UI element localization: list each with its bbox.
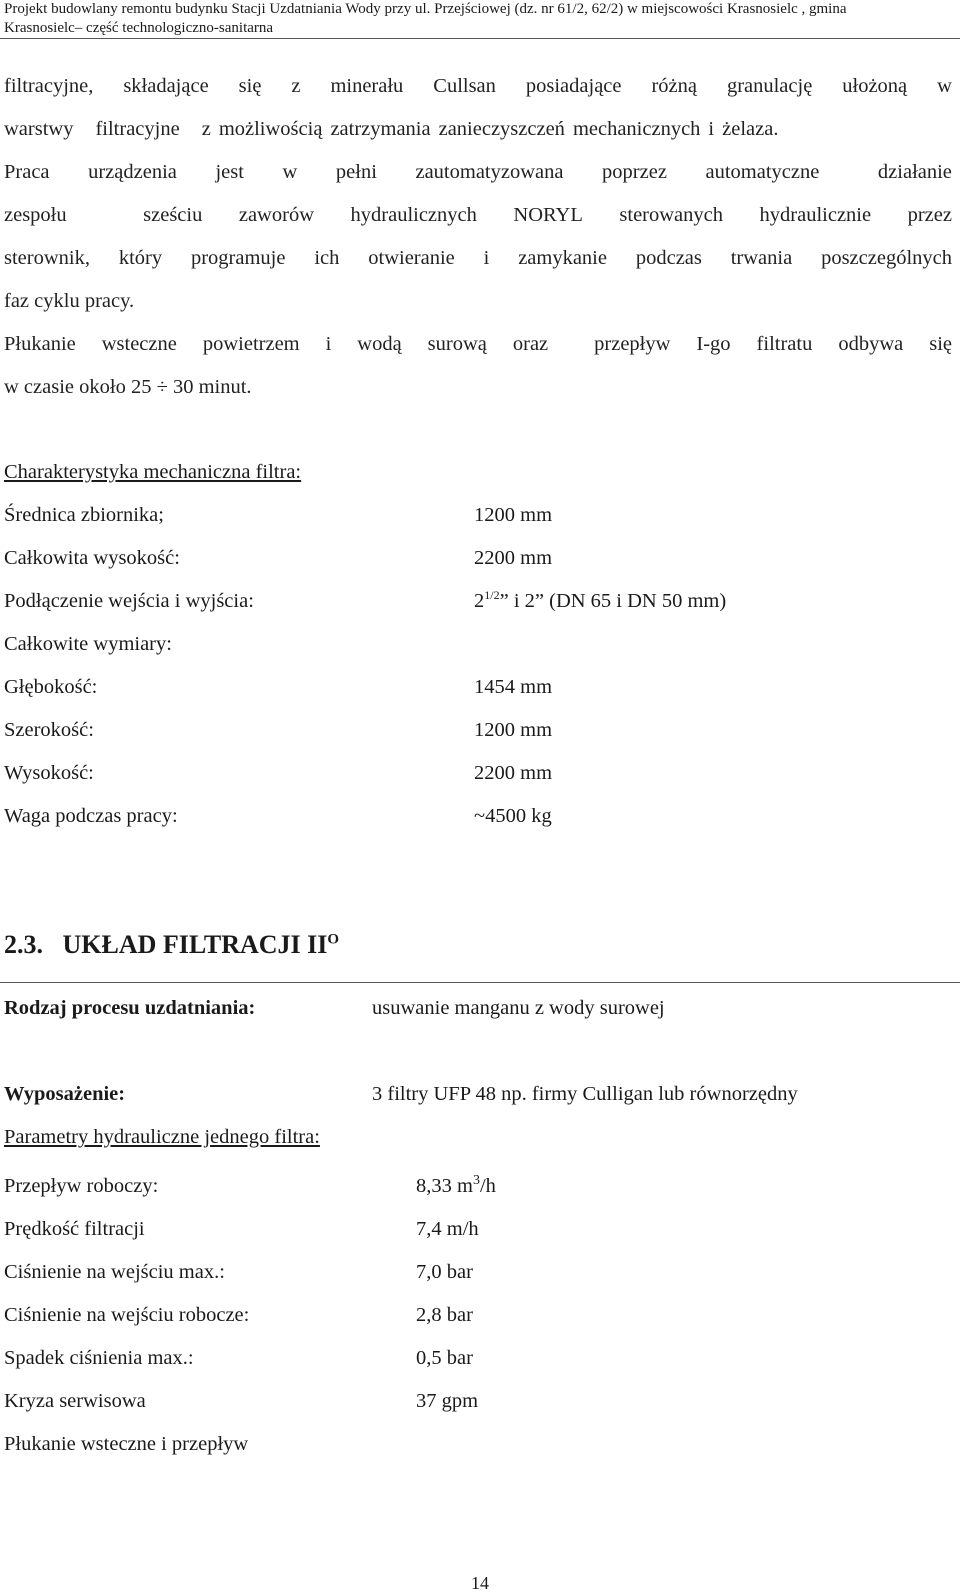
mech-label: Całkowita wysokość:: [4, 547, 180, 569]
hydraulic-label: Kryza serwisowa: [4, 1390, 146, 1412]
mech-label: Całkowite wymiary:: [4, 633, 172, 655]
process-value: usuwanie manganu z wody surowej: [372, 997, 665, 1019]
hydraulic-label: Płukanie wsteczne i przepływ: [4, 1433, 249, 1455]
hydraulic-label: Prędkość filtracji: [4, 1218, 145, 1240]
mech-value: 1454 mm: [474, 676, 553, 698]
equipment-value: 3 filtry UFP 48 np. firmy Culligan lub równorzędny: [372, 1083, 798, 1105]
mech-label: Waga podczas pracy:: [4, 805, 178, 827]
hydraulic-label: Spadek ciśnienia max.:: [4, 1347, 194, 1369]
hydraulic-label: Przepływ roboczy:: [4, 1175, 159, 1197]
intro-line: warstwy filtracyjne z możliwością zatrzymania zanieczyszczeń mechanicznych i żelaza.: [4, 118, 779, 140]
header-line-1: Projekt budowlany remontu budynku Stacji Uzdatniania Wody przy ul. Przejściowej (dz. nr 61/2, 62/2) w miejscowości Krasnosielc , gmina: [4, 1, 847, 17]
section-heading: 2.3. UKŁAD FILTRACJI $II^O$: [4, 930, 340, 959]
process-label: Rodzaj procesu uzdatniania:: [4, 997, 256, 1019]
mech-label: Wysokość:: [4, 762, 94, 784]
mech-value: 2200 mm: [474, 547, 553, 569]
page-header: [0, 0, 960, 39]
mech-label: Głębokość:: [4, 676, 98, 698]
mech-title: Charakterystyka mechaniczna filtra:: [4, 461, 302, 483]
page-number: 14: [471, 1573, 489, 1593]
header-line-2: Krasnosielc– część technologiczno-sanitarna: [4, 20, 274, 36]
intro-line: filtracyjne, składające się z minerału Cullsan posiadające różną granulację ułożoną w: [4, 75, 952, 97]
intro-paragraph: [4, 65, 952, 409]
equipment-label: Wyposażenie:: [4, 1083, 126, 1105]
mech-value: 1200 mm: [474, 504, 553, 526]
hydraulic-value: 37 gpm: [416, 1390, 479, 1412]
intro-line: Praca urządzenia jest w pełni zautomatyzowana poprzez automatyczne działanie: [4, 161, 952, 183]
intro-line: Płukanie wsteczne powietrzem i wodą surową oraz przepływ I-go filtratu odbywa się: [4, 333, 952, 355]
hydraulic-value: 2,8 bar: [416, 1304, 473, 1326]
mech-value: $2^{1/2}$” i 2” (DN 65 i DN 50 mm): [474, 588, 727, 612]
hydraulic-label: Ciśnienie na wejściu max.:: [4, 1261, 225, 1283]
intro-line: w czasie około 25 ÷ 30 minut.: [4, 376, 252, 398]
intro-line: sterownik, który programuje ich otwieranie i zamykanie podczas trwania poszczególnych: [4, 247, 952, 269]
hydraulic-title: Parametry hydrauliczne jednego filtra:: [4, 1126, 320, 1148]
mech-value: 1200 mm: [474, 719, 553, 741]
mech-label: Podłączenie wejścia i wyjścia:: [4, 590, 254, 612]
hydraulic-value: 0,5 bar: [416, 1347, 473, 1369]
mech-label: Średnica zbiornika;: [4, 504, 164, 526]
hydraulic-label: Ciśnienie na wejściu robocze:: [4, 1304, 250, 1326]
section-divider: [0, 982, 960, 983]
mech-value: ~4500 kg: [474, 805, 552, 827]
hydraulic-value: 7,4 m/h: [416, 1218, 479, 1240]
intro-line: faz cyklu pracy.: [4, 290, 135, 312]
hydraulic-value: 8,33 $m^3/h$: [416, 1173, 496, 1197]
intro-line: zespołu sześciu zaworów hydraulicznych NORYL sterowanych hydraulicznie przez: [4, 204, 952, 226]
mech-label: Szerokość:: [4, 719, 94, 741]
mech-value: 2200 mm: [474, 762, 553, 784]
hydraulic-value: 7,0 bar: [416, 1261, 473, 1283]
